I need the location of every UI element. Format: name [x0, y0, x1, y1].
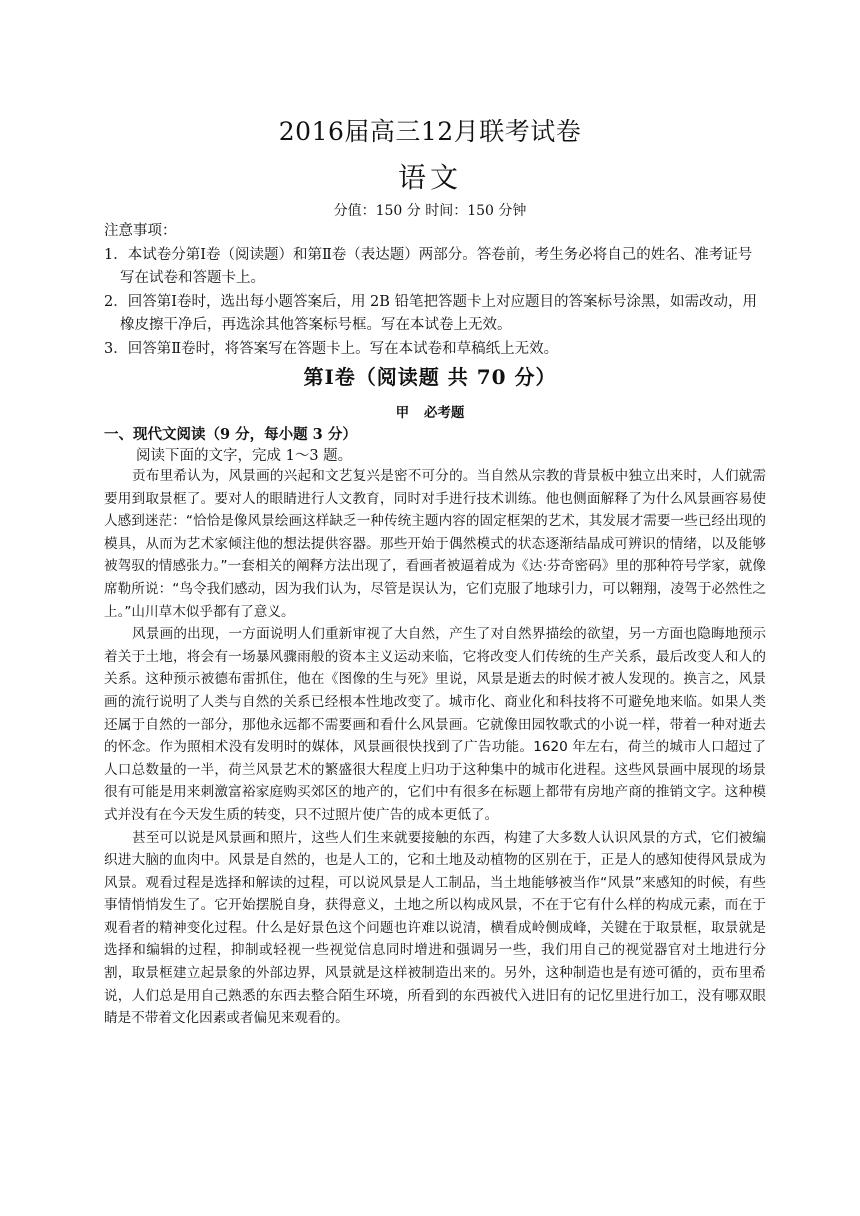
- part-title: 甲 必考题: [395, 405, 465, 421]
- passage-paragraph: 风景画的出现，一方面说明人们重新审视了大自然，产生了对自然界描绘的欲望，另一方面也隐晦地预示着关于土地，将会有一场暴风骤雨般的资本主义运动来临，它将改变人们传统的生产关系，最后改变人和人的关系。这种预示被德布雷抓住，他在《图像的生与死》里说，风景是逝去的时候才被人发现的。换言之，风景画的流行说明了人类与自然的关系已经根本性地改变了。城市化、商业化和科技将不可避免地来临。如果人类还属于自然的一部分，那他永远都不需要画和看什么风景画。它就像田园牧歌式的小说一样，带着一种对逝去的怀念。作为照相术没有发明时的媒体，风景画很快找到了广告功能。1620 年左右，荷兰的城市人口超过了人口总数量的一半，荷兰风景艺术的繁盛很大程度上归功于这种集中的城市化进程。这些风景画中展现的场景很有可能是用来刺激富裕家庭购买郊区的地产的，它们中有很多在标题上都带有房地产商的推销文字。这种模式并没有在今天发生质的转变，只不过照片使广告的成本更低了。: [104, 626, 766, 823]
- subject-title: 语文: [397, 161, 462, 194]
- passage-paragraph: 甚至可以说是风景画和照片，这些人们生来就要接触的东西，构建了大多数人认识风景的方式，它们被编织进大脑的血肉中。风景是自然的，也是人工的，它和土地及动植物的区别在于，正是人的感知使得风景成为风景。观看过程是选择和解读的过程，可以说风景是人工制品，当土地能够被当作“风景”来感知的时候，有些事情悄悄发生了。它开始摆脱自身，获得意义，土地之所以构成风景，不在于它有什么样的构成元素，而在于观看者的精神变化过程。什么是好景色这个问题也许难以说清，横看成岭侧成峰，关键在于取景框，取景就是选择和编辑的过程，抑制或轻视一些视觉信息同时增进和强调另一些，我们用自己的视觉器官对土地进行分割，取景框建立起景象的外部边界，风景就是这样被制造出来的。另外，这种制造也是有迹可循的，贡布里希说，人们总是用自己熟悉的东西去整合陌生环境，所看到的东西被代入进旧有的记忆里进行加工，没有哪双眼睛是不带着文化因素或者偏见来观看的。: [104, 829, 766, 1027]
- score-time-info: 分值：150 分 时间：150 分钟: [333, 203, 527, 219]
- notice-heading: 注意事项：: [104, 223, 177, 239]
- question-instruction: 阅读下面的文字，完成 1～3 题。: [136, 448, 353, 464]
- reading-passage: [104, 465, 766, 1030]
- section-title: 第Ⅰ卷（阅读题 共 70 分）: [303, 365, 557, 389]
- notice-section: [104, 220, 764, 361]
- exam-title: 2016届高三12月联考试卷: [278, 117, 582, 146]
- notice-item: 2．回答第Ⅰ卷时，选出每小题答案后，用 2B 铅笔把答题卡上对应题目的答案标号涂黑，如需改动，用橡皮擦干净后，再选涂其他答案标号框。写在本试卷上无效。: [104, 293, 758, 333]
- passage-paragraph: 贡布里希认为，风景画的兴起和文艺复兴是密不可分的。当自然从宗教的背景板中独立出来时，人们就需要用到取景框了。要对人的眼睛进行人文教育，同时对手进行技术训练。他也侧面解释了为什么风景画容易使人感到迷茫：“恰恰是像风景绘画这样缺乏一种传统主题内容的固定框架的艺术，其发展才需要一些已经出现的模具，从而为艺术家倾注他的想法提供容器。那些开始于偶然模式的状态逐渐结晶成可辨识的情绪，以及能够被驾驭的情感张力。”一套相关的阐释方法出现了，看画者被逼着成为《达·芬奇密码》里的那种符号学家，就像席勒所说：“鸟令我们感动，因为我们认为，尽管是误认为，它们克服了地球引力，可以翱翔，凌驾于必然性之上。”山川草木似乎都有了意义。: [104, 468, 766, 620]
- question-title: 一、现代文阅读（9 分，每小题 3 分）: [104, 426, 357, 443]
- notice-item: 3．回答第Ⅱ卷时，将答案写在答题卡上。写在本试卷和草稿纸上无效。: [104, 340, 559, 357]
- notice-item: 1．本试卷分第Ⅰ卷（阅读题）和第Ⅱ卷（表达题）两部分。答卷前，考生务必将自己的姓名、准考证号写在试卷和答题卡上。: [104, 246, 753, 286]
